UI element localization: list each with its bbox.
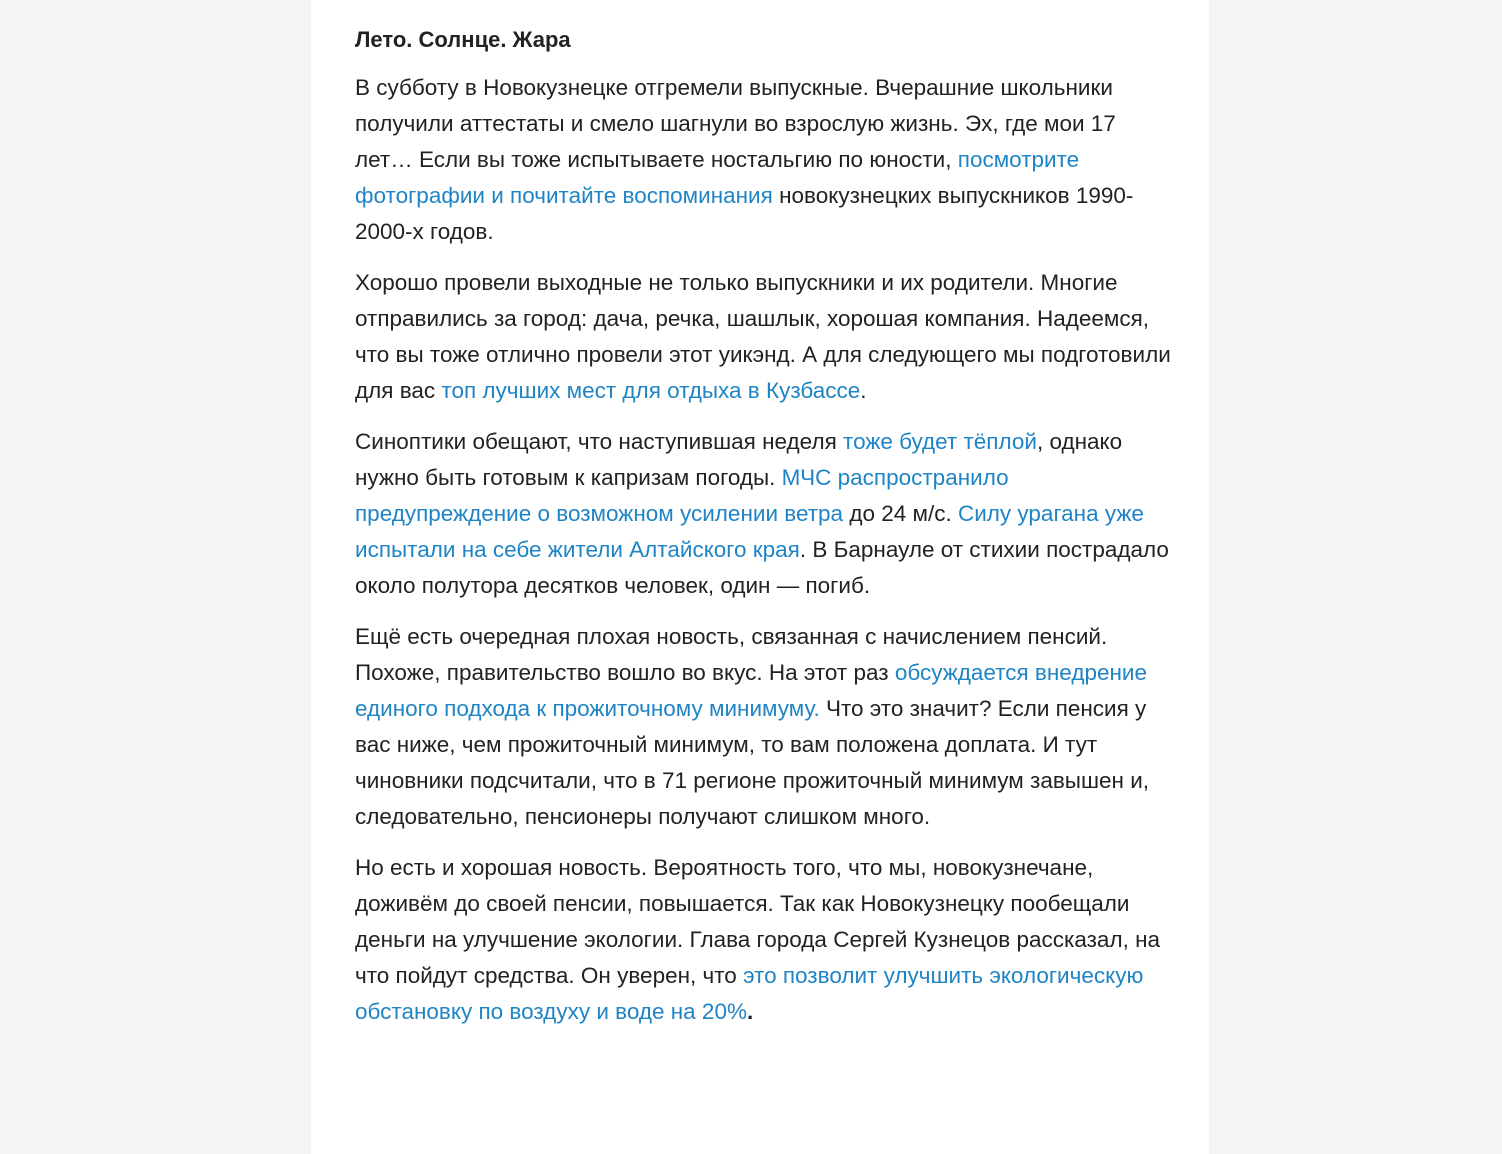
paragraph-text: до 24 м/с. <box>843 501 958 526</box>
paragraph-text: Что это значит? Если пенсия у вас ниже, чем прожиточный минимум, то вам положена доплата. И тут чиновники подсчитали, что в 71 регионе прожиточный минимум завышен и, следовательно, пенсионеры получают слишком много. <box>355 696 1150 829</box>
paragraph-text: новокузнецких выпускников 1990-2000-х годов. <box>355 183 1134 244</box>
link-top-places-kuzbass[interactable]: топ лучших мест для отдыха в Кузбассе <box>441 378 861 403</box>
link-warm-week[interactable]: тоже будет тёплой <box>843 429 1037 454</box>
article-card <box>311 0 1209 1154</box>
paragraph-weekend <box>355 265 1175 409</box>
paragraph-text: . В Барнауле от стихии пострадало около полутора десятков человек, один — погиб. <box>355 537 1169 598</box>
link-subsistence-minimum[interactable]: обсуждается внедрение единого подхода к прожиточному минимуму. <box>355 660 1147 721</box>
paragraph-weather <box>355 424 1175 604</box>
paragraph-graduation <box>355 70 1175 250</box>
link-mchs-wind-warning[interactable]: МЧС распространило предупреждение о возможном усилении ветра <box>355 465 1009 526</box>
paragraph-text: В субботу в Новокузнецке отгремели выпускные. Вчерашние школьники получили аттестаты и смело шагнули во взрослую жизнь. Эх, где мои 17 лет… Если вы тоже испытываете ностальгию по юности, <box>355 75 1116 172</box>
paragraph-text: Синоптики обещают, что наступившая неделя <box>355 429 844 454</box>
link-altai-hurricane[interactable]: Силу урагана уже испытали на себе жители Алтайского края <box>355 501 1144 562</box>
paragraph-text: . <box>746 999 754 1024</box>
article-title: Лето. Солнце. Жара <box>355 27 571 52</box>
paragraph-text: . <box>860 378 867 403</box>
link-graduation-photos[interactable]: посмотрите фотографии и почитайте воспоминания <box>355 147 1080 208</box>
paragraph-text: Но есть и хорошая новость. Вероятность того, что мы, новокузнечане, доживём до своей пенсии, повышается. Так как Новокузнецку пообещали деньги на улучшение экологии. Глава города Сергей Кузнецов рассказал, на что пойдут средства. Он уверен, что <box>355 855 1161 988</box>
link-ecology-improvement[interactable]: это позволит улучшить экологическую обстановку по воздуху и воде на 20% <box>355 963 1144 1024</box>
paragraph-ecology <box>355 850 1175 1030</box>
paragraph-text: , однако нужно быть готовым к капризам погоды. <box>355 429 1123 490</box>
paragraph-pensions <box>355 619 1175 835</box>
paragraph-text: Хорошо провели выходные не только выпускники и их родители. Многие отправились за город: дача, речка, шашлык, хорошая компания. Надеемся, что вы тоже отлично провели этот уикэнд. А для следующего мы подготовили для вас <box>355 270 1171 403</box>
article-body <box>355 24 1175 1045</box>
paragraph-text: Ещё есть очередная плохая новость, связанная с начислением пенсий. Похоже, правительство вошло во вкус. На этот раз <box>355 624 1108 685</box>
